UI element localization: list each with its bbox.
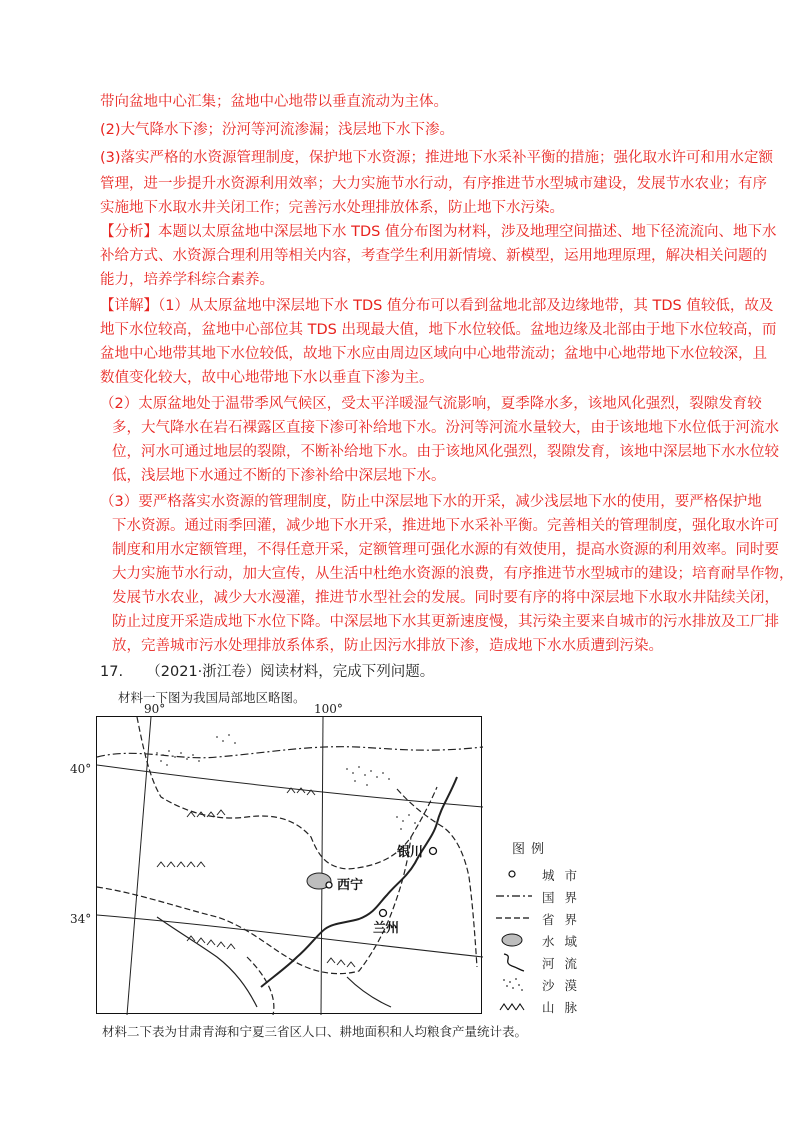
material1-caption: 材料一下图为我国局部地区略图。 [118,690,306,705]
detail-line-6: 多，大气降水在岩石裸露区直接下渗可补给地下水。汾河等河流水量较大，由于该地地下水位低于河流水 [112,420,779,436]
legend-item-city [494,864,604,884]
legend-label: 河流 [542,956,588,971]
water-body-icon [494,930,534,950]
detail-line-10: 下水资源。通过雨季回灌，减少地下水开采，推进地下水采补平衡。完善相关的管理制度，强化取水许可 [112,518,779,534]
detail-line-1: 【详解】（1）从太原盆地中深层地下水 TDS 值分布可以看到盆地北部及边缘地带，其 TDS 值较低，故及 [100,298,774,314]
detail-line-4: 数值变化较大，故中心地带地下水以垂直下渗为主。 [100,370,434,386]
lon-label-90: 90° [144,702,166,716]
detail-line-5: （2）太原盆地处于温带季风气候区，受太平洋暖湿气流影响，夏季降水多，该地风化强烈，裂隙发育较 [100,396,762,412]
city-xining-marker [326,882,332,888]
analysis-line-2: 补给方式、水资源合理利用等相关内容，考查学生利用新情境、新模型，运用地理原理，解决相关问题的 [100,248,767,264]
legend-item-desert [494,974,604,994]
detail-line-15: 放，完善城市污水处理排放系体系，防止因污水排放下渗，造成地下水水质遭到污染。 [112,638,663,654]
answer-line-4: 管理，进一步提升水资源利用效率；大力实施节水行动，有序推进节水型城市建设，发展节水农业；有序 [100,176,767,192]
mountain-icon [494,996,534,1016]
city-yinchuan-marker [430,848,437,855]
legend-label: 省界 [542,912,588,927]
legend-title: 图例 [512,842,551,857]
analysis-line-1: 【分析】本题以太原盆地中深层地下水 TDS 值分布图为材料，涉及地理空间描述、地下径流流向、地下水 [100,224,777,240]
river-upper-line [157,917,257,1007]
legend-label: 山脉 [542,1000,588,1015]
legend-item-river [494,952,604,972]
latitude-40-line [97,765,483,807]
city-lanzhou-marker [380,910,387,917]
legend-label: 沙漠 [542,978,588,993]
question-header [100,662,700,682]
detail-line-9: （3）要严格落实水资源的管理制度，防止中深层地下水的开采，减少浅层地下水的使用，要严格保护地 [100,494,762,510]
province-border-icon [494,908,534,928]
province-border-qinghai-south [97,837,411,974]
question-number: 17. [100,664,124,680]
region-map [96,716,482,1014]
question-source: （2021·浙江卷）阅读材料，完成下列问题。 [146,664,435,680]
answer-line-5: 实施地下水取水井关闭工作；完善污水处理排放体系，防止地下水污染。 [100,200,564,216]
legend-label: 水域 [542,934,588,949]
legend-item-province-border [494,908,604,928]
longitude-100-line [321,717,323,1015]
city-label-xining: 西宁 [337,878,364,893]
city-label-yinchuan: 银川 [397,845,424,860]
detail-line-7: 位，河水可通过地层的裂隙，不断补给地下水。由于该地风化强烈，裂隙发育，该地中深层地下水水位较 [112,444,779,460]
detail-line-8: 低，浅层地下水通过不断的下渗补给中深层地下水。 [112,468,446,484]
desert-icon [494,974,534,994]
city-symbol-icon [494,864,534,884]
national-border-line [97,747,483,758]
map-drawing [97,717,483,1015]
city-label-lanzhou: 兰州 [373,921,400,936]
desert-dots [156,734,416,830]
legend-item-national-border [494,886,604,906]
river-tributary-line [347,977,391,1007]
material2-caption: 材料二下表为甘肃青海和宁夏三省区人口、耕地面积和人均粮食产量统计表。 [102,1024,528,1039]
detail-line-14: 防止过度开采造成地下水位下降。中深层地下水其更新速度慢，其污染主要来自城市的污水排放及工厂排 [112,614,779,630]
national-border-icon [494,886,534,906]
detail-line-13: 发展节水农业，减少大水漫灌，推进节水型社会的发展。同时要有序的将中深层地下水取水井陆续关闭， [112,590,779,606]
lat-label-40: 40° [70,762,92,776]
lon-label-100: 100° [314,702,343,716]
detail-line-11: 制度和用水定额管理，不得任意开采，定额管理可强化水源的有效使用，提高水资源的利用效率。同时要 [112,542,779,558]
legend-item-mountain [494,996,604,1016]
answer-line-3: (3)落实严格的水资源管理制度，保护地下水资源；推进地下水采补平衡的措施；强化取水许可和用水定额 [100,150,774,166]
detail-line-2: 地下水位较高，盆地中心部位其 TDS 出现最大值，地下水位较低。盆地边缘及北部由于地下水位较高，而 [100,322,777,338]
legend-label: 城市 [542,868,588,883]
legend-item-water [494,930,604,950]
analysis-line-3: 能力，培养学科综合素养。 [100,272,274,288]
detail-line-12: 大力实施节水行动，加大宣传，从生活中杜绝水资源的浪费，有序推进节水型城市的建设；培育耐旱作物， [112,566,794,582]
detail-line-3: 盆地中心地带其地下水位较低，故地下水应由周边区域向中心地带流动；盆地中心地带地下水位较深，且 [100,346,767,362]
answer-line-2: (2)大气降水下渗；汾河等河流渗漏；浅层地下水下渗。 [100,122,455,138]
legend-label: 国界 [542,890,588,905]
lat-label-34: 34° [70,912,92,926]
latitude-34-line [97,915,483,957]
river-icon [494,952,534,972]
province-border-sichuan [247,957,274,1015]
answer-line-1: 带向盆地中心汇集；盆地中心地带以垂直流动为主体。 [100,94,448,110]
